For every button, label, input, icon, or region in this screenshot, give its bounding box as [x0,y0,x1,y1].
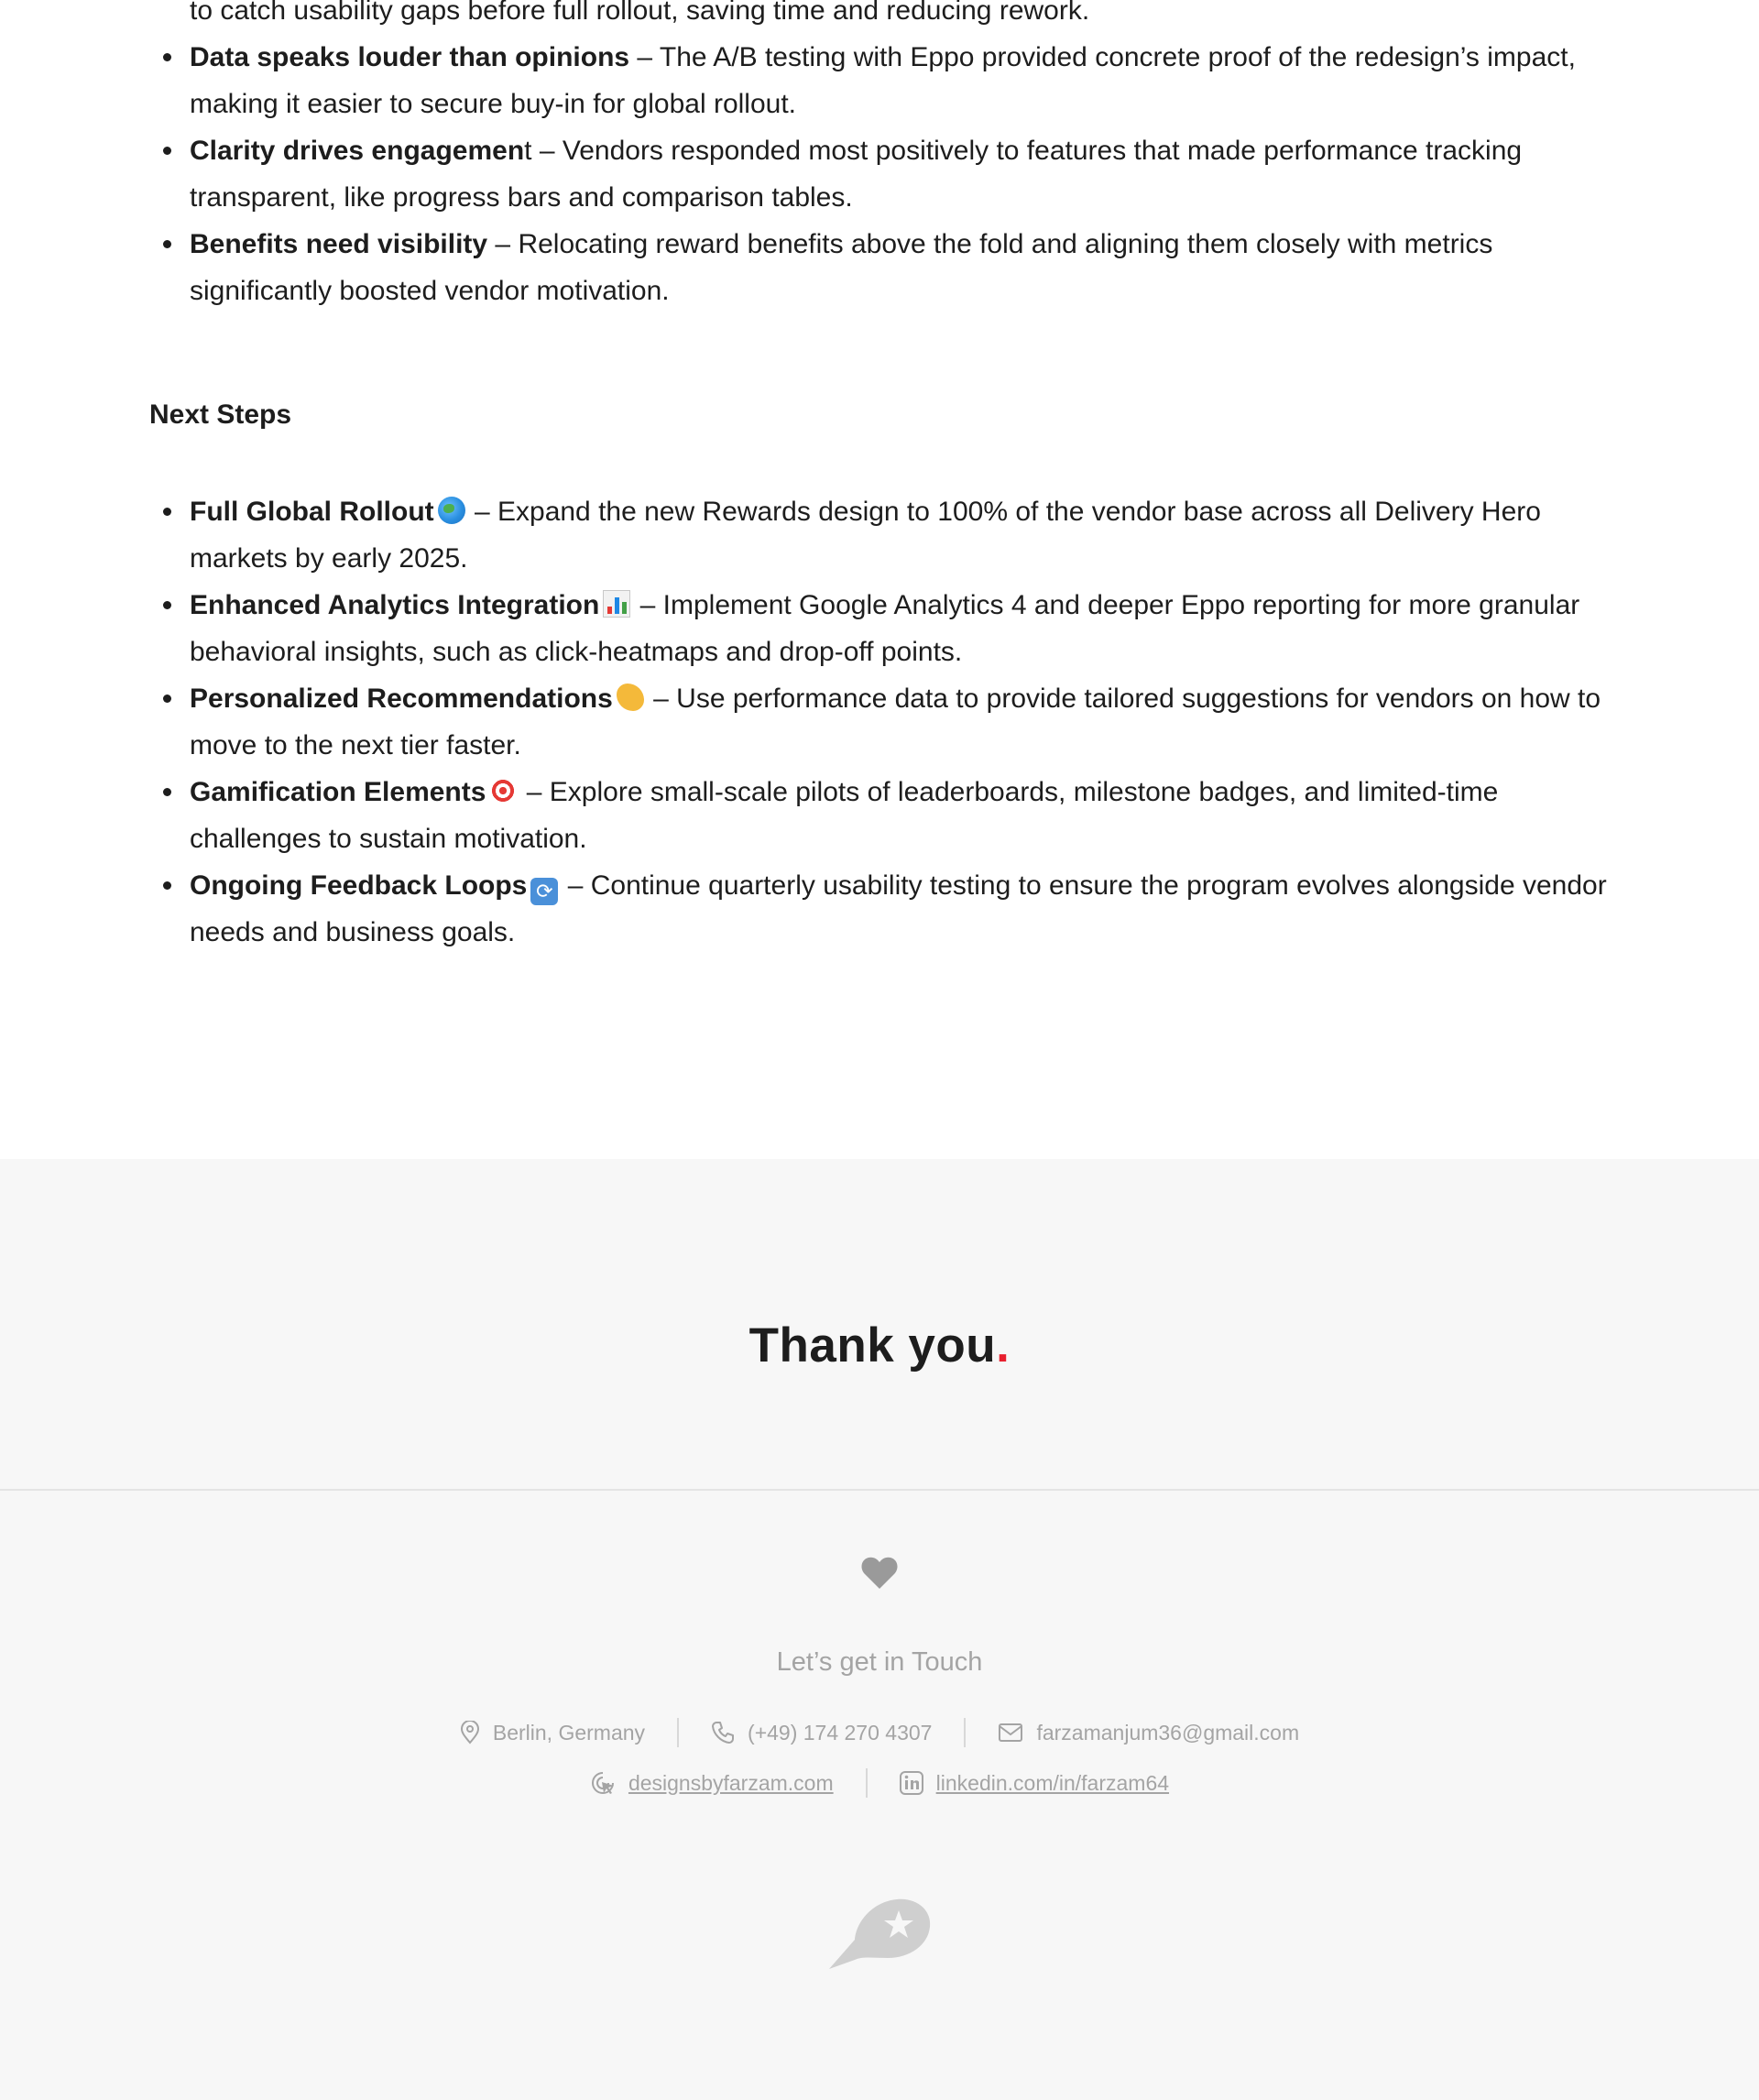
repeat-icon: ⟳ [530,878,558,905]
next-steps-list [150,488,1616,956]
footer [0,1159,1759,2100]
thank-you-heading: Thank you. [748,1318,1011,1373]
linkedin-item [868,1767,1201,1799]
phone-icon [711,1721,735,1745]
learnings-list [150,0,1616,314]
contact-row-links [0,1767,1759,1799]
list-item: Personalized Recommendations – Use performance data to provide tailored suggestions for vendors on how to move to the next tier faster. [150,675,1616,769]
accent-dot: . [996,1318,1011,1373]
handshake-icon [617,684,644,711]
brand-logo-icon [827,1892,932,1971]
heart-icon [861,1557,898,1590]
list-item: Enhanced Analytics Integration – Implement Google Analytics 4 and deeper Eppo reporting for more granular behavioral insights, such as click-heatmaps and drop-off points. [150,582,1616,675]
footer-divider [0,1489,1759,1491]
list-item: Clarity drives engagement – Vendors responded most positively to features that made performance tracking transparent, like progress bars and comparison tables. [150,127,1616,221]
list-item: Data speaks louder than opinions – The A/B testing with Eppo provided concrete proof of the redesign’s impact, making it easier to secure buy-in for global rollout. [150,34,1616,127]
next-steps-heading: Next Steps [149,399,292,430]
phone-item[interactable]: (+49) 174 270 4307 [679,1717,964,1748]
list-item: Full Global Rollout – Expand the new Rewards design to 100% of the vendor base across all Delivery Hero markets by early 2025. [150,488,1616,582]
website-link[interactable]: designsbyfarzam.com [628,1770,834,1795]
contact-row-primary [0,1717,1759,1748]
get-in-touch-heading: Let’s get in Touch [776,1647,983,1677]
bar-chart-icon [603,590,630,618]
email-item[interactable]: farzamanjum36@gmail.com [966,1717,1331,1748]
globe-icon [438,497,465,524]
list-item: Ongoing Feedback Loops ⟳ – Continue quarterly usability testing to ensure the program evolves alongside vendor needs and business goals. [150,862,1616,956]
list-item: Benefits need visibility – Relocating reward benefits above the fold and aligning them closely with metrics significantly boosted vendor motivation. [150,221,1616,314]
location-item: Berlin, Germany [428,1717,677,1748]
linkedin-icon [900,1771,923,1795]
mail-icon [998,1723,1023,1743]
list-item: Gamification Elements – Explore small-scale pilots of leaderboards, milestone badges, and limited-time challenges to sustain motivation. [150,769,1616,862]
list-item: to catch usability gaps before full rollout, saving time and reducing rework. [190,0,1090,26]
target-icon [489,777,517,804]
location-pin-icon [460,1721,480,1745]
linkedin-link[interactable]: linkedin.com/in/farzam64 [935,1770,1170,1795]
cursor-click-icon [590,1770,616,1796]
website-item [558,1767,866,1799]
